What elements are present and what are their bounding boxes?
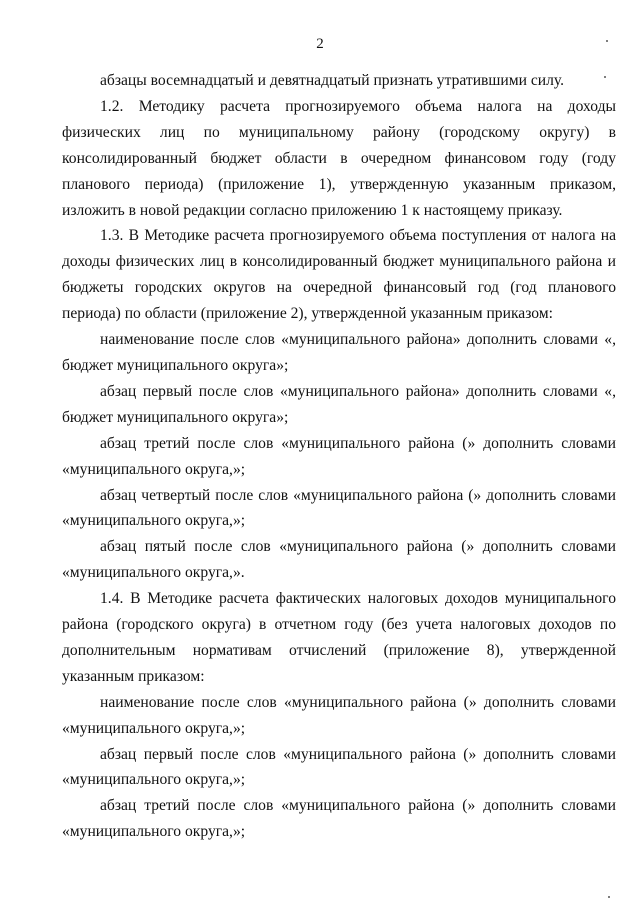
scan-speck — [608, 896, 610, 898]
scan-speck — [604, 76, 606, 78]
paragraph-abzac-tretii-1-4: абзац третий после слов «муниципального района (» дополнить словами «муниципального округа,»; — [62, 797, 616, 841]
paragraph-item-1-3: 1.3. В Методике расчета прогнозируемого объема поступления от налога на доходы физических лиц в консолидированный бюджет муниципального района и бюджеты городских округов на очередной финансовый год (год планового периода) по области (приложение 2), утвержденной указанным приказом: — [62, 227, 616, 323]
paragraph-abzac-pyatyi-1-3: абзац пятый после слов «муниципального района (» дополнить словами «муниципального округа,». — [62, 538, 616, 582]
paragraph-abzac-chetvertyi-1-3: абзац четвертый после слов «муниципального района (» дополнить словами «муниципального округа,»; — [62, 486, 616, 530]
paragraph-abzac-tretii-1-3: абзац третий после слов «муниципального района (» дополнить словами «муниципального округа,»; — [62, 434, 616, 478]
document-body — [62, 68, 616, 845]
paragraph-naimenovanie-1-3: наименование после слов «муниципального района» дополнить словами «, бюджет муниципального округа»; — [62, 331, 616, 374]
paragraph-item-1-4: 1.4. В Методике расчета фактических налоговых доходов муниципального района (городского округа) в отчетном году (без учета налоговых доходов по дополнительным нормативам отчислений (приложение 8), утвержденной указанным приказом: — [62, 590, 616, 685]
paragraph-naimenovanie-1-4: наименование после слов «муниципального района (» дополнить словами «муниципального округа,»; — [62, 693, 616, 737]
paragraph-abzac-pervyi-1-4: абзац первый после слов «муниципального района (» дополнить словами «муниципального округа,»; — [62, 745, 616, 789]
paragraph-item-1-2: 1.2. Методику расчета прогнозируемого объема налога на доходы физических лиц по муниципальному району (городскому округу) в консолидированный бюджет области в очередном финансовом году (году планового периода) (приложение 1), утвержденную указанным приказом, изложить в новой редакции согласно приложению 1 к настоящему приказу. — [62, 97, 616, 219]
paragraph-abzac-pervyi-1-3: абзац первый после слов «муниципального района» дополнить словами «, бюджет муниципального округа»; — [62, 382, 616, 426]
page-number: 2 — [316, 36, 324, 52]
scan-speck — [606, 40, 608, 42]
paragraph-abzacy-utratili-silu: абзацы восемнадцатый и девятнадцатый признать утратившими силу. — [100, 72, 565, 89]
